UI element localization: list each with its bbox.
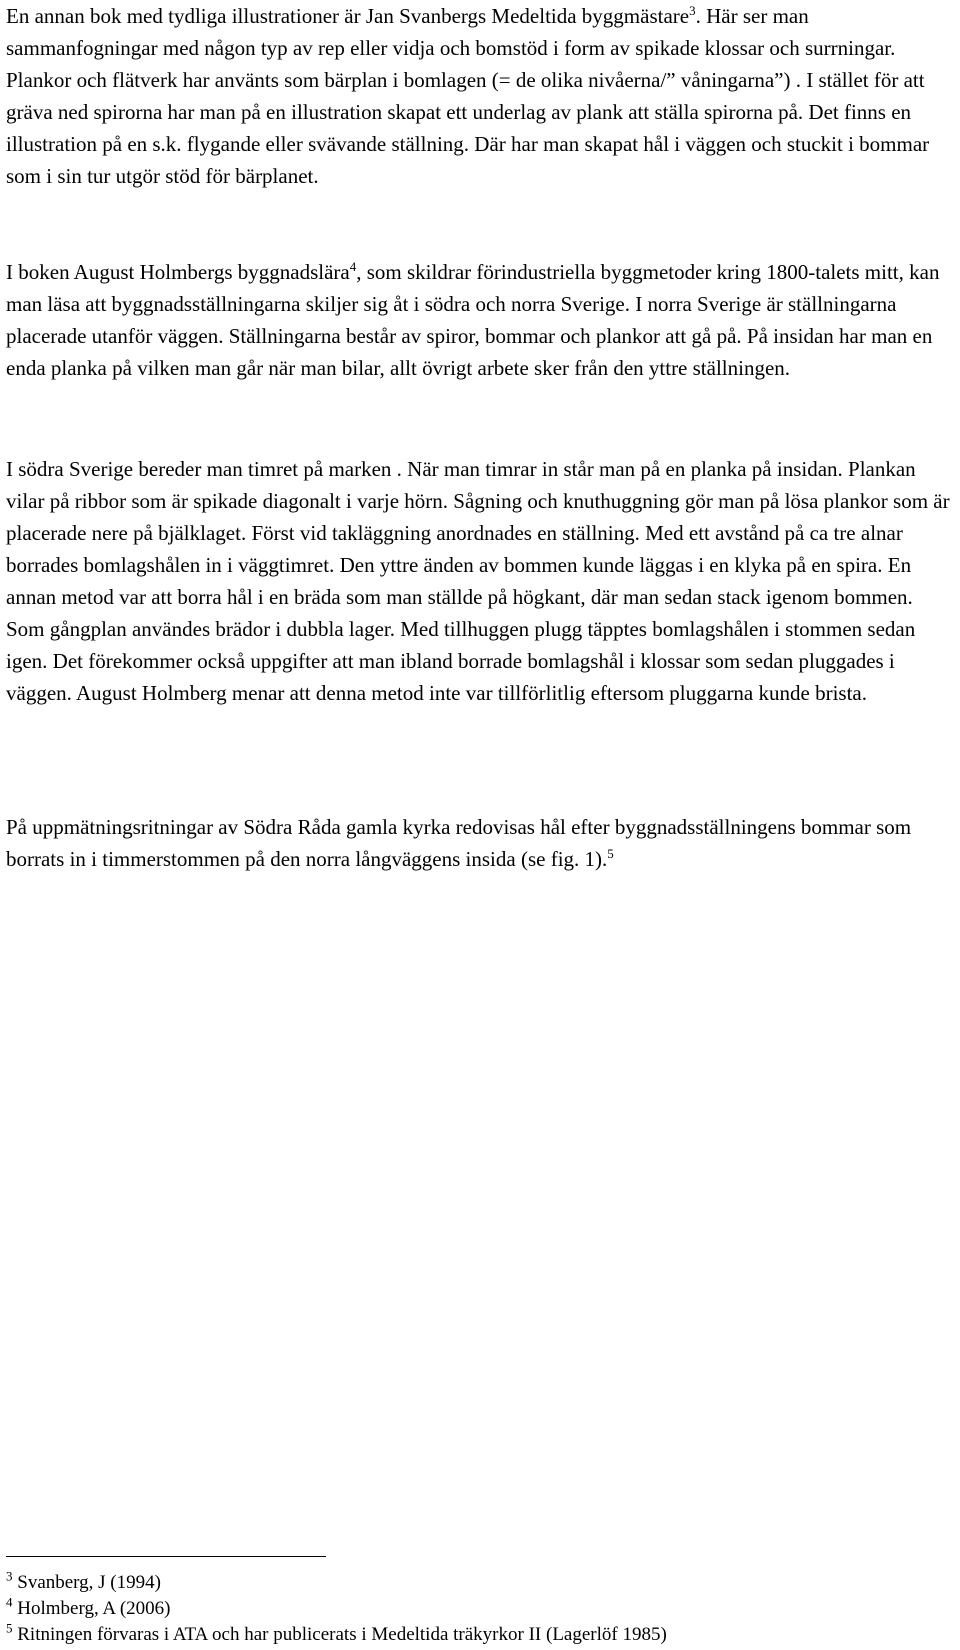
paragraph-sodra-sverige: [6, 453, 951, 709]
paragraph-text: I boken August Holmbergs byggnadslära: [6, 260, 350, 284]
paragraph-text: En annan bok med tydliga illustrationer är Jan Svanbergs Medeltida byggmästare: [6, 4, 690, 28]
footnote-separator: [6, 1556, 326, 1557]
footnote-3: [6, 1570, 951, 1596]
footnote-ref-4: 4: [349, 259, 357, 274]
footnote-text: Ritningen förvaras i ATA och har publicerats i Medeltida träkyrkor II (Lagerlöf 1985): [12, 1624, 667, 1645]
footnote-4: [6, 1596, 951, 1622]
footnote-text: Holmberg, A (2006): [12, 1598, 171, 1619]
paragraph-text: . Här ser man sammanfogningar med någon typ av rep eller vidja och bomstöd i form av spikade klossar och surrningar. Plankor och flätverk har använts som bärplan i bomlagen (= de olika nivåerna/” våningarna”) . I stället för att gräva ned spirorna har man på en illustration skapat ett underlag av plank att ställa spirorna på. Det finns en illustration på en s.k. flygande eller svävande ställning. Där har man skapat hål i väggen och stuckit i bommar som i sin tur utgör stöd för bärplanet.: [6, 4, 930, 188]
footnote-text: Svanberg, J (1994): [12, 1572, 161, 1593]
footnotes: [6, 1570, 951, 1648]
paragraph-text: I södra Sverige bereder man timret på marken . När man timrar in står man på en planka på insidan. Plankan vilar på ribbor som är spikade diagonalt i varje hörn. Sågning och knuthuggning gör man på lösa plankor som är placerade nere på bjälklaget. Först vid takläggning anordnades en ställning. Med ett avstånd på ca tre alnar borrades bomlagshålen in i väggtimret. Den yttre änden av bommen kunde läggas i en klyka på en spira. En annan metod var att borra hål i en bräda som man ställde på högkant, där man sedan stack igenom bommen. Som gångplan användes brädor i dubbla lager. Med tillhuggen plugg täpptes bomlagshålen i stommen sedan igen. Det förekommer också uppgifter att man ibland borrade bomlagshål i klossar som sedan pluggades i väggen. August Holmberg menar att denna metod inte var tillförlitlig eftersom pluggarna kunde brista.: [6, 457, 950, 705]
paragraph-text: På uppmätningsritningar av Södra Råda gamla kyrka redovisas hål efter byggnadsställningens bommar som borrats in i timmerstommen på den norra långväggens insida (se fig. 1).: [6, 815, 912, 871]
footnote-number: 3: [6, 1568, 13, 1584]
paragraph-svanberg: [6, 0, 951, 192]
footnote-ref-3: 3: [689, 3, 696, 18]
footnote-5: [6, 1622, 951, 1648]
footnote-number: 5: [6, 1620, 13, 1636]
paragraph-holmberg: [6, 256, 951, 384]
footnote-ref-5: 5: [607, 846, 614, 861]
paragraph-sodra-rada: [6, 811, 951, 875]
footnote-number: 4: [6, 1594, 13, 1610]
paragraph-text: , som skildrar förindustriella byggmetoder kring 1800-talets mitt, kan man läsa att byggnadsställningarna skiljer sig åt i södra och norra Sverige. I norra Sverige är ställningarna placerade utanför väggen. Ställningarna består av spiror, bommar och plankor att gå på. På insidan har man en enda planka på vilken man går när man bilar, allt övrigt arbete sker från den yttre ställningen.: [6, 260, 940, 380]
